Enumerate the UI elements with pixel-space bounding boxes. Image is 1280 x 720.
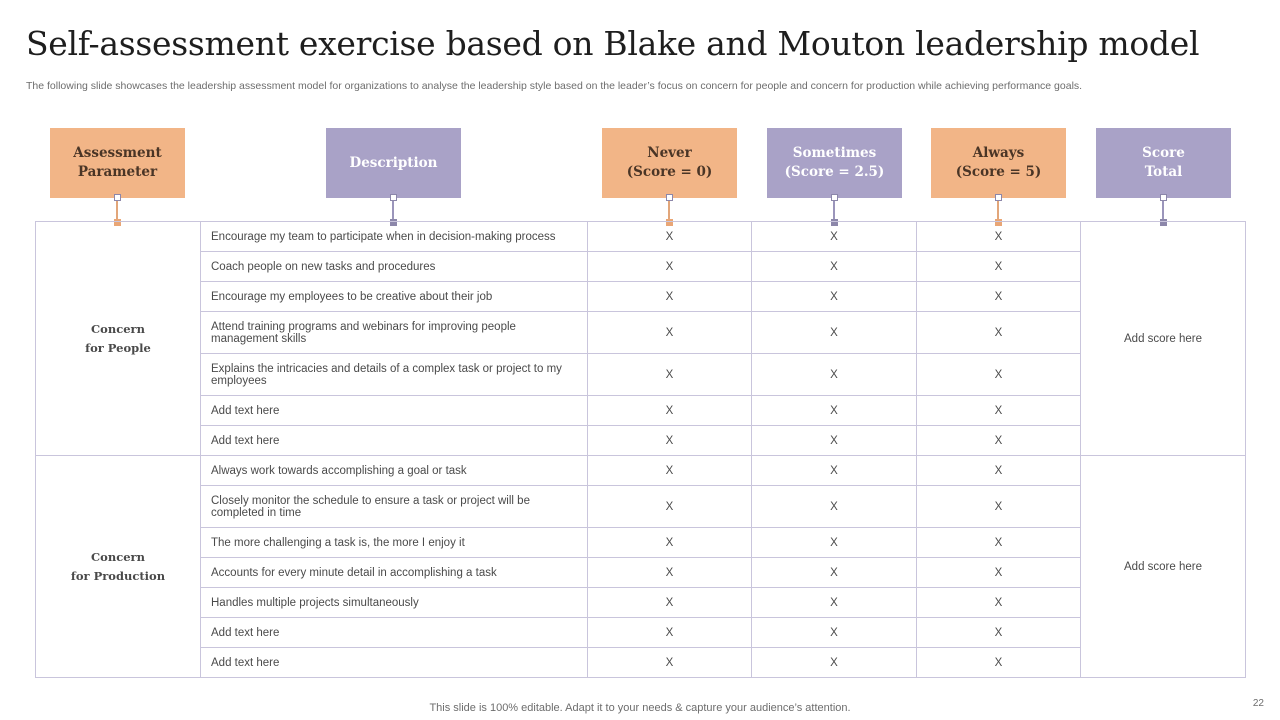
table-row bbox=[36, 558, 1246, 588]
description-cell: Attend training programs and webinars for improving people management skills bbox=[201, 312, 588, 354]
description-cell: Explains the intricacies and details of a complex task or project to my employees bbox=[201, 354, 588, 396]
never-cell[interactable]: X bbox=[588, 618, 752, 648]
always-cell[interactable]: X bbox=[917, 426, 1081, 456]
connector-line bbox=[833, 198, 835, 220]
description-cell: Add text here bbox=[201, 618, 588, 648]
connector-line bbox=[1162, 198, 1164, 220]
sometimes-cell[interactable]: X bbox=[752, 252, 917, 282]
always-cell[interactable]: X bbox=[917, 354, 1081, 396]
always-cell[interactable]: X bbox=[917, 618, 1081, 648]
always-cell[interactable]: X bbox=[917, 282, 1081, 312]
always-cell[interactable]: X bbox=[917, 312, 1081, 354]
never-cell[interactable]: X bbox=[588, 396, 752, 426]
connector-line bbox=[668, 198, 670, 220]
description-cell: The more challenging a task is, the more I enjoy it bbox=[201, 528, 588, 558]
connector-line bbox=[116, 198, 118, 220]
page-number: 22 bbox=[1252, 698, 1264, 709]
connector-top-dot bbox=[390, 194, 397, 201]
header-always: Always (Score = 5) bbox=[931, 128, 1066, 198]
sometimes-cell[interactable]: X bbox=[752, 354, 917, 396]
description-cell: Coach people on new tasks and procedures bbox=[201, 252, 588, 282]
never-cell[interactable]: X bbox=[588, 222, 752, 252]
never-cell[interactable]: X bbox=[588, 456, 752, 486]
sometimes-cell[interactable]: X bbox=[752, 528, 917, 558]
never-cell[interactable]: X bbox=[588, 588, 752, 618]
never-cell[interactable]: X bbox=[588, 528, 752, 558]
table-row bbox=[36, 252, 1246, 282]
never-cell[interactable]: X bbox=[588, 252, 752, 282]
sometimes-cell[interactable]: X bbox=[752, 456, 917, 486]
table-row bbox=[36, 396, 1246, 426]
description-cell: Accounts for every minute detail in accomplishing a task bbox=[201, 558, 588, 588]
table-row bbox=[36, 312, 1246, 354]
table-row bbox=[36, 648, 1246, 678]
never-cell[interactable]: X bbox=[588, 426, 752, 456]
header-never: Never (Score = 0) bbox=[602, 128, 737, 198]
connector-line bbox=[392, 198, 394, 220]
description-cell: Add text here bbox=[201, 426, 588, 456]
table-row bbox=[36, 618, 1246, 648]
description-cell: Always work towards accomplishing a goal or task bbox=[201, 456, 588, 486]
slide-subtitle: The following slide showcases the leadership assessment model for organizations to analyse the leadership style based on the leader’s focus on concern for people and concern for production while achieving performance goals. bbox=[26, 80, 1083, 92]
description-cell: Add text here bbox=[201, 396, 588, 426]
never-cell[interactable]: X bbox=[588, 312, 752, 354]
never-cell[interactable]: X bbox=[588, 354, 752, 396]
never-cell[interactable]: X bbox=[588, 648, 752, 678]
sometimes-cell[interactable]: X bbox=[752, 426, 917, 456]
slide-title: Self-assessment exercise based on Blake and Mouton leadership model bbox=[26, 24, 1200, 63]
sometimes-cell[interactable]: X bbox=[752, 396, 917, 426]
sometimes-cell[interactable]: X bbox=[752, 648, 917, 678]
always-cell[interactable]: X bbox=[917, 558, 1081, 588]
always-cell[interactable]: X bbox=[917, 528, 1081, 558]
description-cell: Closely monitor the schedule to ensure a task or project will be completed in time bbox=[201, 486, 588, 528]
table-row bbox=[36, 588, 1246, 618]
header-score-total: Score Total bbox=[1096, 128, 1231, 198]
connector-top-dot bbox=[831, 194, 838, 201]
description-cell: Add text here bbox=[201, 648, 588, 678]
sometimes-cell[interactable]: X bbox=[752, 618, 917, 648]
table-row bbox=[36, 456, 1246, 486]
connector-top-dot bbox=[1160, 194, 1167, 201]
table-row bbox=[36, 528, 1246, 558]
always-cell[interactable]: X bbox=[917, 252, 1081, 282]
score-total-production[interactable]: Add score here bbox=[1081, 456, 1246, 678]
parameter-concern-for-production: Concern for Production bbox=[36, 456, 201, 678]
table-row bbox=[36, 354, 1246, 396]
always-cell[interactable]: X bbox=[917, 396, 1081, 426]
sometimes-cell[interactable]: X bbox=[752, 486, 917, 528]
header-assessment-parameter: Assessment Parameter bbox=[50, 128, 185, 198]
table-row bbox=[36, 426, 1246, 456]
connector-top-dot bbox=[666, 194, 673, 201]
sometimes-cell[interactable]: X bbox=[752, 558, 917, 588]
header-sometimes: Sometimes (Score = 2.5) bbox=[767, 128, 902, 198]
always-cell[interactable]: X bbox=[917, 486, 1081, 528]
description-cell: Handles multiple projects simultaneously bbox=[201, 588, 588, 618]
assessment-table bbox=[35, 221, 1246, 678]
never-cell[interactable]: X bbox=[588, 486, 752, 528]
always-cell[interactable]: X bbox=[917, 588, 1081, 618]
never-cell[interactable]: X bbox=[588, 558, 752, 588]
sometimes-cell[interactable]: X bbox=[752, 312, 917, 354]
never-cell[interactable]: X bbox=[588, 282, 752, 312]
header-description: Description bbox=[326, 128, 461, 198]
parameter-concern-for-people: Concern for People bbox=[36, 222, 201, 456]
always-cell[interactable]: X bbox=[917, 222, 1081, 252]
footer-note: This slide is 100% editable. Adapt it to your needs & capture your audience’s attention. bbox=[429, 702, 851, 714]
sometimes-cell[interactable]: X bbox=[752, 588, 917, 618]
description-cell: Encourage my employees to be creative about their job bbox=[201, 282, 588, 312]
connector-top-dot bbox=[114, 194, 121, 201]
table-row bbox=[36, 486, 1246, 528]
always-cell[interactable]: X bbox=[917, 456, 1081, 486]
sometimes-cell[interactable]: X bbox=[752, 282, 917, 312]
table-row bbox=[36, 222, 1246, 252]
score-total-people[interactable]: Add score here bbox=[1081, 222, 1246, 456]
sometimes-cell[interactable]: X bbox=[752, 222, 917, 252]
connector-top-dot bbox=[995, 194, 1002, 201]
always-cell[interactable]: X bbox=[917, 648, 1081, 678]
connector-line bbox=[997, 198, 999, 220]
table-row bbox=[36, 282, 1246, 312]
description-cell: Encourage my team to participate when in decision-making process bbox=[201, 222, 588, 252]
